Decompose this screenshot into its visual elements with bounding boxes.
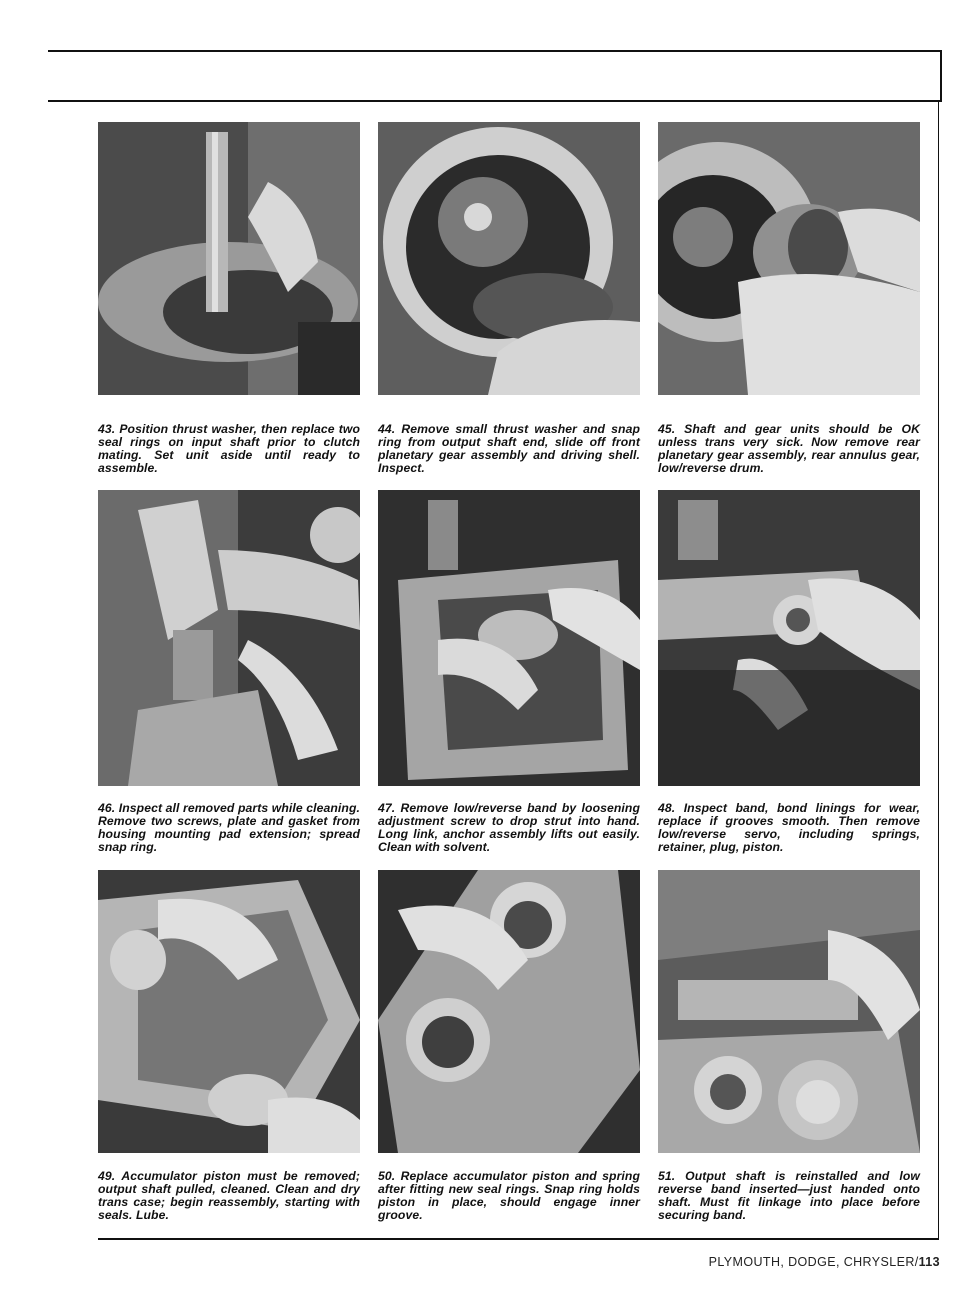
publication-name: PLYMOUTH, DODGE, CHRYSLER/ (708, 1255, 919, 1269)
caption-50: 50. Replace accumulator piston and spring after fitting new seal rings. Snap ring holds piston in place, should engage inner groove. (378, 1169, 640, 1222)
caption-49: 49. Accumulator piston must be removed; output shaft pulled, cleaned. Clean and dry trans case; begin reassembly, starting with seals. Lube. (98, 1169, 360, 1222)
photo-43 (98, 122, 360, 395)
caption-47: 47. Remove low/reverse band by loosening adjustment screw to drop strut into hand. Long link, anchor assembly lifts out easily. Clean with solvent. (378, 801, 640, 854)
caption-44: 44. Remove small thrust washer and snap ring from output shaft end, slide off front planetary gear assembly and driving shell. Inspect. (378, 422, 640, 475)
right-margin-rule (938, 100, 939, 1238)
caption-46: 46. Inspect all removed parts while cleaning. Remove two screws, plate and gasket from housing mounting pad extension; spread snap ring. (98, 801, 360, 854)
caption-51: 51. Output shaft is reinstalled and low reverse band inserted—just handed onto shaft. Must fit linkage into place before securing band. (658, 1169, 920, 1222)
page-footer (709, 1255, 940, 1269)
footer-rule (98, 1238, 939, 1240)
photo-50 (378, 870, 640, 1153)
top-rule-right-edge (940, 50, 942, 102)
photo-44 (378, 122, 640, 395)
photo-45 (658, 122, 920, 395)
caption-45: 45. Shaft and gear units should be OK unless trans very sick. Now remove rear planetary gear assembly, rear annulus gear, low/reverse drum. (658, 422, 920, 475)
header-rule (48, 100, 942, 102)
photo-46 (98, 490, 360, 786)
photo-51 (658, 870, 920, 1153)
photo-49 (98, 870, 360, 1153)
page-number: 113 (918, 1255, 940, 1269)
top-rule (48, 50, 942, 52)
photo-47 (378, 490, 640, 786)
caption-48: 48. Inspect band, bond linings for wear, replace if grooves smooth. Then remove low/reverse servo, including springs, retainer, plug, piston. (658, 801, 920, 854)
caption-43: 43. Position thrust washer, then replace two seal rings on input shaft prior to clutch mating. Set unit aside until ready to assemble. (98, 422, 360, 475)
photo-48 (658, 490, 920, 786)
